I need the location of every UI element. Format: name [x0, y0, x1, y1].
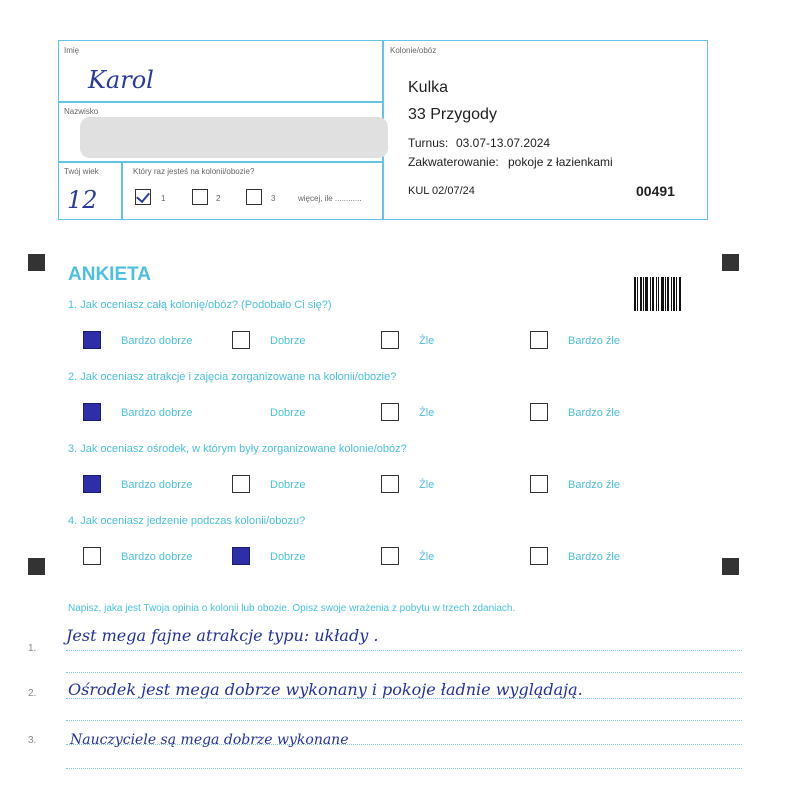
- accommodation-label: Zakwaterowanie:: [408, 155, 499, 169]
- header-divider-age: [121, 161, 123, 219]
- camp-name: Kulka: [408, 79, 449, 96]
- opinion-rule-2b: [66, 720, 742, 721]
- name-value: Karol: [88, 66, 154, 94]
- q4-option-dobrze-label: Dobrze: [270, 551, 306, 563]
- header-divider-name: [59, 101, 382, 103]
- survey-title: ANKIETA: [68, 264, 152, 285]
- q2-option-bardzo-zle-checkbox[interactable]: [530, 403, 548, 421]
- times-option-2: 2: [216, 194, 221, 203]
- turnus-value: 03.07-13.07.2024: [456, 136, 551, 150]
- q3-option-bardzo-dobrze-label: Bardzo dobrze: [121, 479, 193, 491]
- q4-option-bardzo-zle-label: Bardzo źle: [568, 551, 620, 563]
- times-option-3: 3: [271, 194, 276, 203]
- q1-option-dobrze-label: Dobrze: [270, 335, 306, 347]
- q3-option-zle-checkbox[interactable]: [381, 475, 399, 493]
- times-checkbox-2[interactable]: [192, 189, 208, 205]
- question-4: 4. Jak oceniasz jedzenie podczas kolonii/obozu?: [68, 515, 306, 527]
- times-option-1: 1: [161, 194, 166, 203]
- q3-option-zle-label: Źle: [419, 479, 435, 491]
- opinion-line-number-2: 2.: [28, 688, 37, 699]
- q4-option-zle-label: Źle: [419, 551, 435, 563]
- q4-option-bardzo-zle-checkbox[interactable]: [530, 547, 548, 565]
- header-divider-surname: [59, 161, 382, 163]
- times-checkbox-1[interactable]: [135, 189, 151, 205]
- opinion-rule-1: [66, 650, 742, 651]
- q3-option-dobrze-checkbox[interactable]: [232, 475, 250, 493]
- accommodation-value: pokoje z łazienkami: [508, 155, 613, 169]
- q4-option-dobrze-checkbox[interactable]: [232, 547, 250, 565]
- q2-option-bardzo-dobrze-label: Bardzo dobrze: [121, 407, 193, 419]
- q1-option-bardzo-dobrze-label: Bardzo dobrze: [121, 335, 193, 347]
- registration-marker-top-right: [722, 254, 739, 271]
- q4-option-bardzo-dobrze-label: Bardzo dobrze: [121, 551, 193, 563]
- q1-option-bardzo-zle-label: Bardzo źle: [568, 335, 620, 347]
- camp-program: 33 Przygody: [408, 106, 497, 123]
- opinion-answer-line-3: Nauczyciele są mega dobrze wykonane: [70, 732, 349, 748]
- q1-option-dobrze-checkbox[interactable]: [232, 331, 250, 349]
- opinion-line-number-3: 3.: [28, 735, 37, 746]
- question-2: 2. Jak oceniasz atrakcje i zajęcia zorganizowane na kolonii/obozie?: [68, 371, 397, 383]
- question-1: 1. Jak oceniasz całą kolonię/obóz? (Podobało Ci się?): [68, 299, 332, 311]
- opinion-answer-line-2: Ośrodek jest mega dobrze wykonany i pokoje ładnie wyglądają.: [68, 680, 583, 699]
- q2-option-dobrze-label: Dobrze: [270, 407, 306, 419]
- camp-label: Kolonie/obóz: [390, 46, 437, 55]
- q3-option-bardzo-zle-checkbox[interactable]: [530, 475, 548, 493]
- opinion-rule-3b: [66, 768, 742, 769]
- question-3: 3. Jak oceniasz ośrodek, w którym były zorganizowane kolonie/obóz?: [68, 443, 407, 455]
- registration-marker-top-left: [28, 254, 45, 271]
- opinion-answer-line-1: Jest mega fajne atrakcje typu: układy .: [66, 626, 379, 645]
- opinion-rule-2: [66, 698, 742, 699]
- opinion-prompt: Napisz, jaka jest Twoja opinia o kolonii lub obozie. Opisz swoje wrażenia z pobytu w trzech zdaniach.: [68, 603, 516, 614]
- q3-option-bardzo-zle-label: Bardzo źle: [568, 479, 620, 491]
- times-label: Który raz jesteś na kolonii/obozie?: [133, 167, 255, 176]
- redacted-surname: [80, 117, 388, 158]
- times-checkbox-3[interactable]: [246, 189, 262, 205]
- camp-code: KUL 02/07/24: [408, 185, 475, 197]
- registration-marker-bottom-left: [28, 558, 45, 575]
- q1-option-bardzo-zle-checkbox[interactable]: [530, 331, 548, 349]
- opinion-line-number-1: 1.: [28, 643, 37, 654]
- q2-option-bardzo-dobrze-checkbox[interactable]: [83, 403, 101, 421]
- name-label: Imię: [64, 46, 80, 55]
- q4-option-zle-checkbox[interactable]: [381, 547, 399, 565]
- opinion-rule-1b: [66, 672, 742, 673]
- opinion-rule-3: [66, 744, 742, 745]
- q3-option-dobrze-label: Dobrze: [270, 479, 306, 491]
- barcode: [634, 277, 688, 311]
- q1-option-zle-label: Źle: [419, 335, 435, 347]
- age-label: Twój wiek: [64, 167, 99, 176]
- age-value: 12: [67, 186, 98, 214]
- surname-label: Nazwisko: [64, 107, 99, 116]
- q3-option-bardzo-dobrze-checkbox[interactable]: [83, 475, 101, 493]
- q4-option-bardzo-dobrze-checkbox[interactable]: [83, 547, 101, 565]
- q1-option-zle-checkbox[interactable]: [381, 331, 399, 349]
- q2-option-bardzo-zle-label: Bardzo źle: [568, 407, 620, 419]
- q1-option-bardzo-dobrze-checkbox[interactable]: [83, 331, 101, 349]
- q2-option-zle-checkbox[interactable]: [381, 403, 399, 421]
- q2-option-zle-label: Źle: [419, 407, 435, 419]
- form-number: 00491: [636, 183, 675, 199]
- turnus-label: Turnus:: [408, 136, 449, 150]
- registration-marker-bottom-right: [722, 558, 739, 575]
- times-option-more: więcej, ile ............: [298, 194, 362, 203]
